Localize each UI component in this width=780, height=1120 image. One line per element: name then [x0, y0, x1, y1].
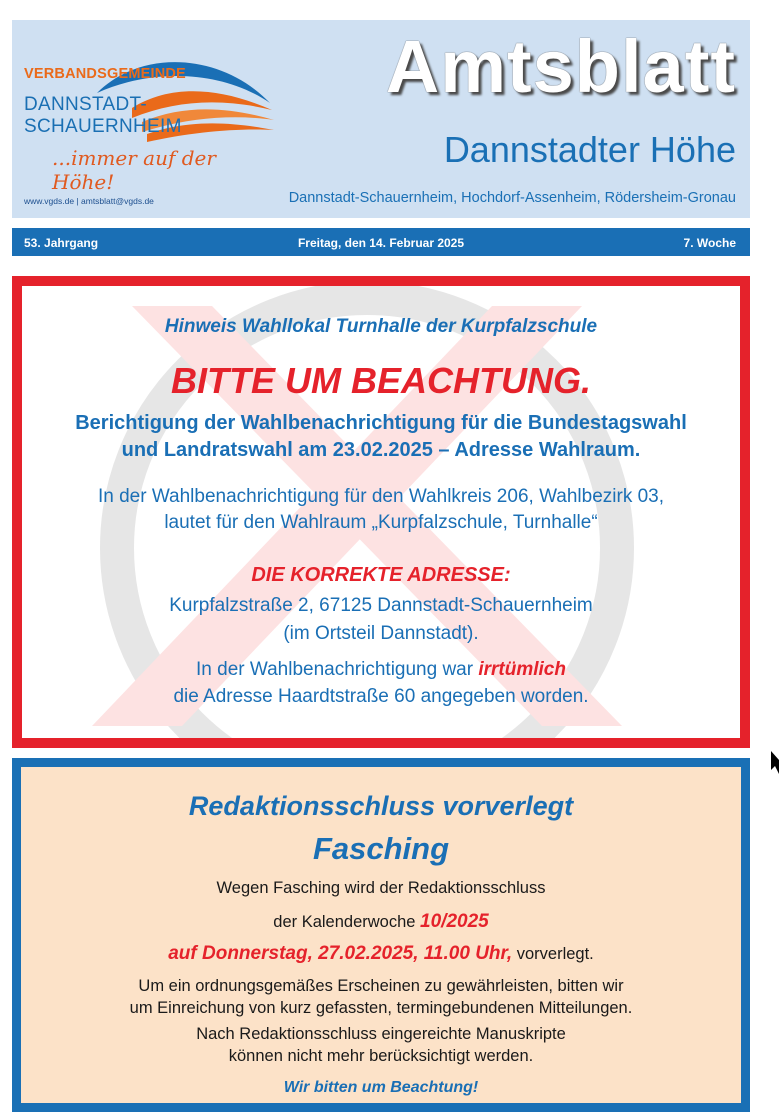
notice-hint: Hinweis Wahllokal Turnhalle der Kurpfalzschule [164, 316, 598, 337]
deadline-late-note [21, 1023, 741, 1067]
notice-correct-address-label: DIE KORREKTE ADRESSE: [251, 564, 511, 586]
vg-logo [12, 20, 282, 218]
notice-error-line2: die Adresse Haardtstraße 60 angegeben worden. [173, 686, 589, 707]
logo-name-line1: DANNSTADT- [24, 94, 147, 115]
issue-volume: 53. Jahrgang [24, 236, 99, 250]
notice-body-line1: In der Wahlbenachrichtigung für den Wahlkreis 206, Wahlbezirk 03, [97, 486, 665, 507]
logo-slogan: ...immer auf der Höhe! [52, 146, 216, 194]
masthead [12, 20, 750, 218]
mouse-pointer-icon [770, 750, 780, 776]
deadline-request-line2: um Einreichung von kurz gefassten, termingebundenen Mitteilungen. [129, 999, 633, 1017]
notice-error-word: irrtümlich [478, 659, 566, 680]
issue-info-bar [12, 228, 750, 256]
notice-body [22, 484, 740, 536]
deadline-thanks: Wir bitten um Beachtung! [283, 1079, 479, 1096]
deadline-request-line1: Um ein ordnungsgemäßes Erscheinen zu gewährleisten, bitten wir [138, 977, 624, 995]
notice-address [22, 592, 740, 648]
deadline-subtitle: Fasching [312, 831, 450, 866]
notice-address-line2: (im Ortsteil Dannstadt). [283, 623, 479, 644]
deadline-notice-box [12, 758, 750, 1112]
logo-name-line2: SCHAUERNHEIM [24, 116, 182, 137]
deadline-line1: Wegen Fasching wird der Redaktionsschluss [216, 879, 546, 897]
notice-correction-line1: Berichtigung der Wahlbenachrichtigung für die Bundestagswahl [75, 412, 687, 434]
issue-week: 7. Woche [683, 236, 736, 250]
deadline-late-line1: Nach Redaktionsschluss eingereichte Manuskripte [196, 1025, 566, 1043]
notice-error-prefix: In der Wahlbenachrichtigung war [196, 659, 479, 680]
notice-correction-line2: und Landratswahl am 23.02.2025 – Adresse Wahlraum. [121, 439, 641, 461]
notice-attention-heading: BITTE UM BEACHTUNG. [171, 360, 591, 401]
deadline-line3-suffix: vorverlegt. [512, 945, 594, 963]
masthead-title: Amtsblatt [385, 25, 736, 108]
election-notice-box [12, 276, 750, 748]
masthead-subtitle: Dannstadter Höhe [443, 129, 736, 170]
deadline-week: 10/2025 [420, 911, 489, 932]
logo-contact: www.vgds.de | amtsblatt@vgds.de [24, 196, 154, 206]
deadline-line2-prefix: der Kalenderwoche [273, 913, 421, 931]
deadline-line2 [21, 911, 741, 933]
deadline-title: Redaktionsschluss vorverlegt [188, 791, 574, 821]
notice-address-line1: Kurpfalzstraße 2, 67125 Dannstadt-Schauernheim [169, 595, 593, 616]
deadline-date: auf Donnerstag, 27.02.2025, 11.00 Uhr, [168, 943, 513, 964]
deadline-late-line2: können nicht mehr berücksichtigt werden. [228, 1047, 534, 1065]
deadline-request [21, 975, 741, 1019]
logo-org-label: VERBANDSGEMEINDE [24, 66, 186, 82]
deadline-line3 [21, 943, 741, 965]
notice-error [22, 656, 740, 710]
issue-date: Freitag, den 14. Februar 2025 [297, 236, 465, 250]
notice-correction [22, 410, 740, 464]
notice-error-line1 [22, 656, 740, 683]
notice-body-line2: lautet für den Wahlraum „Kurpfalzschule, Turnhalle“ [164, 512, 598, 533]
masthead-places: Dannstadt-Schauernheim, Hochdorf-Assenheim, Rödersheim-Gronau [288, 190, 736, 206]
